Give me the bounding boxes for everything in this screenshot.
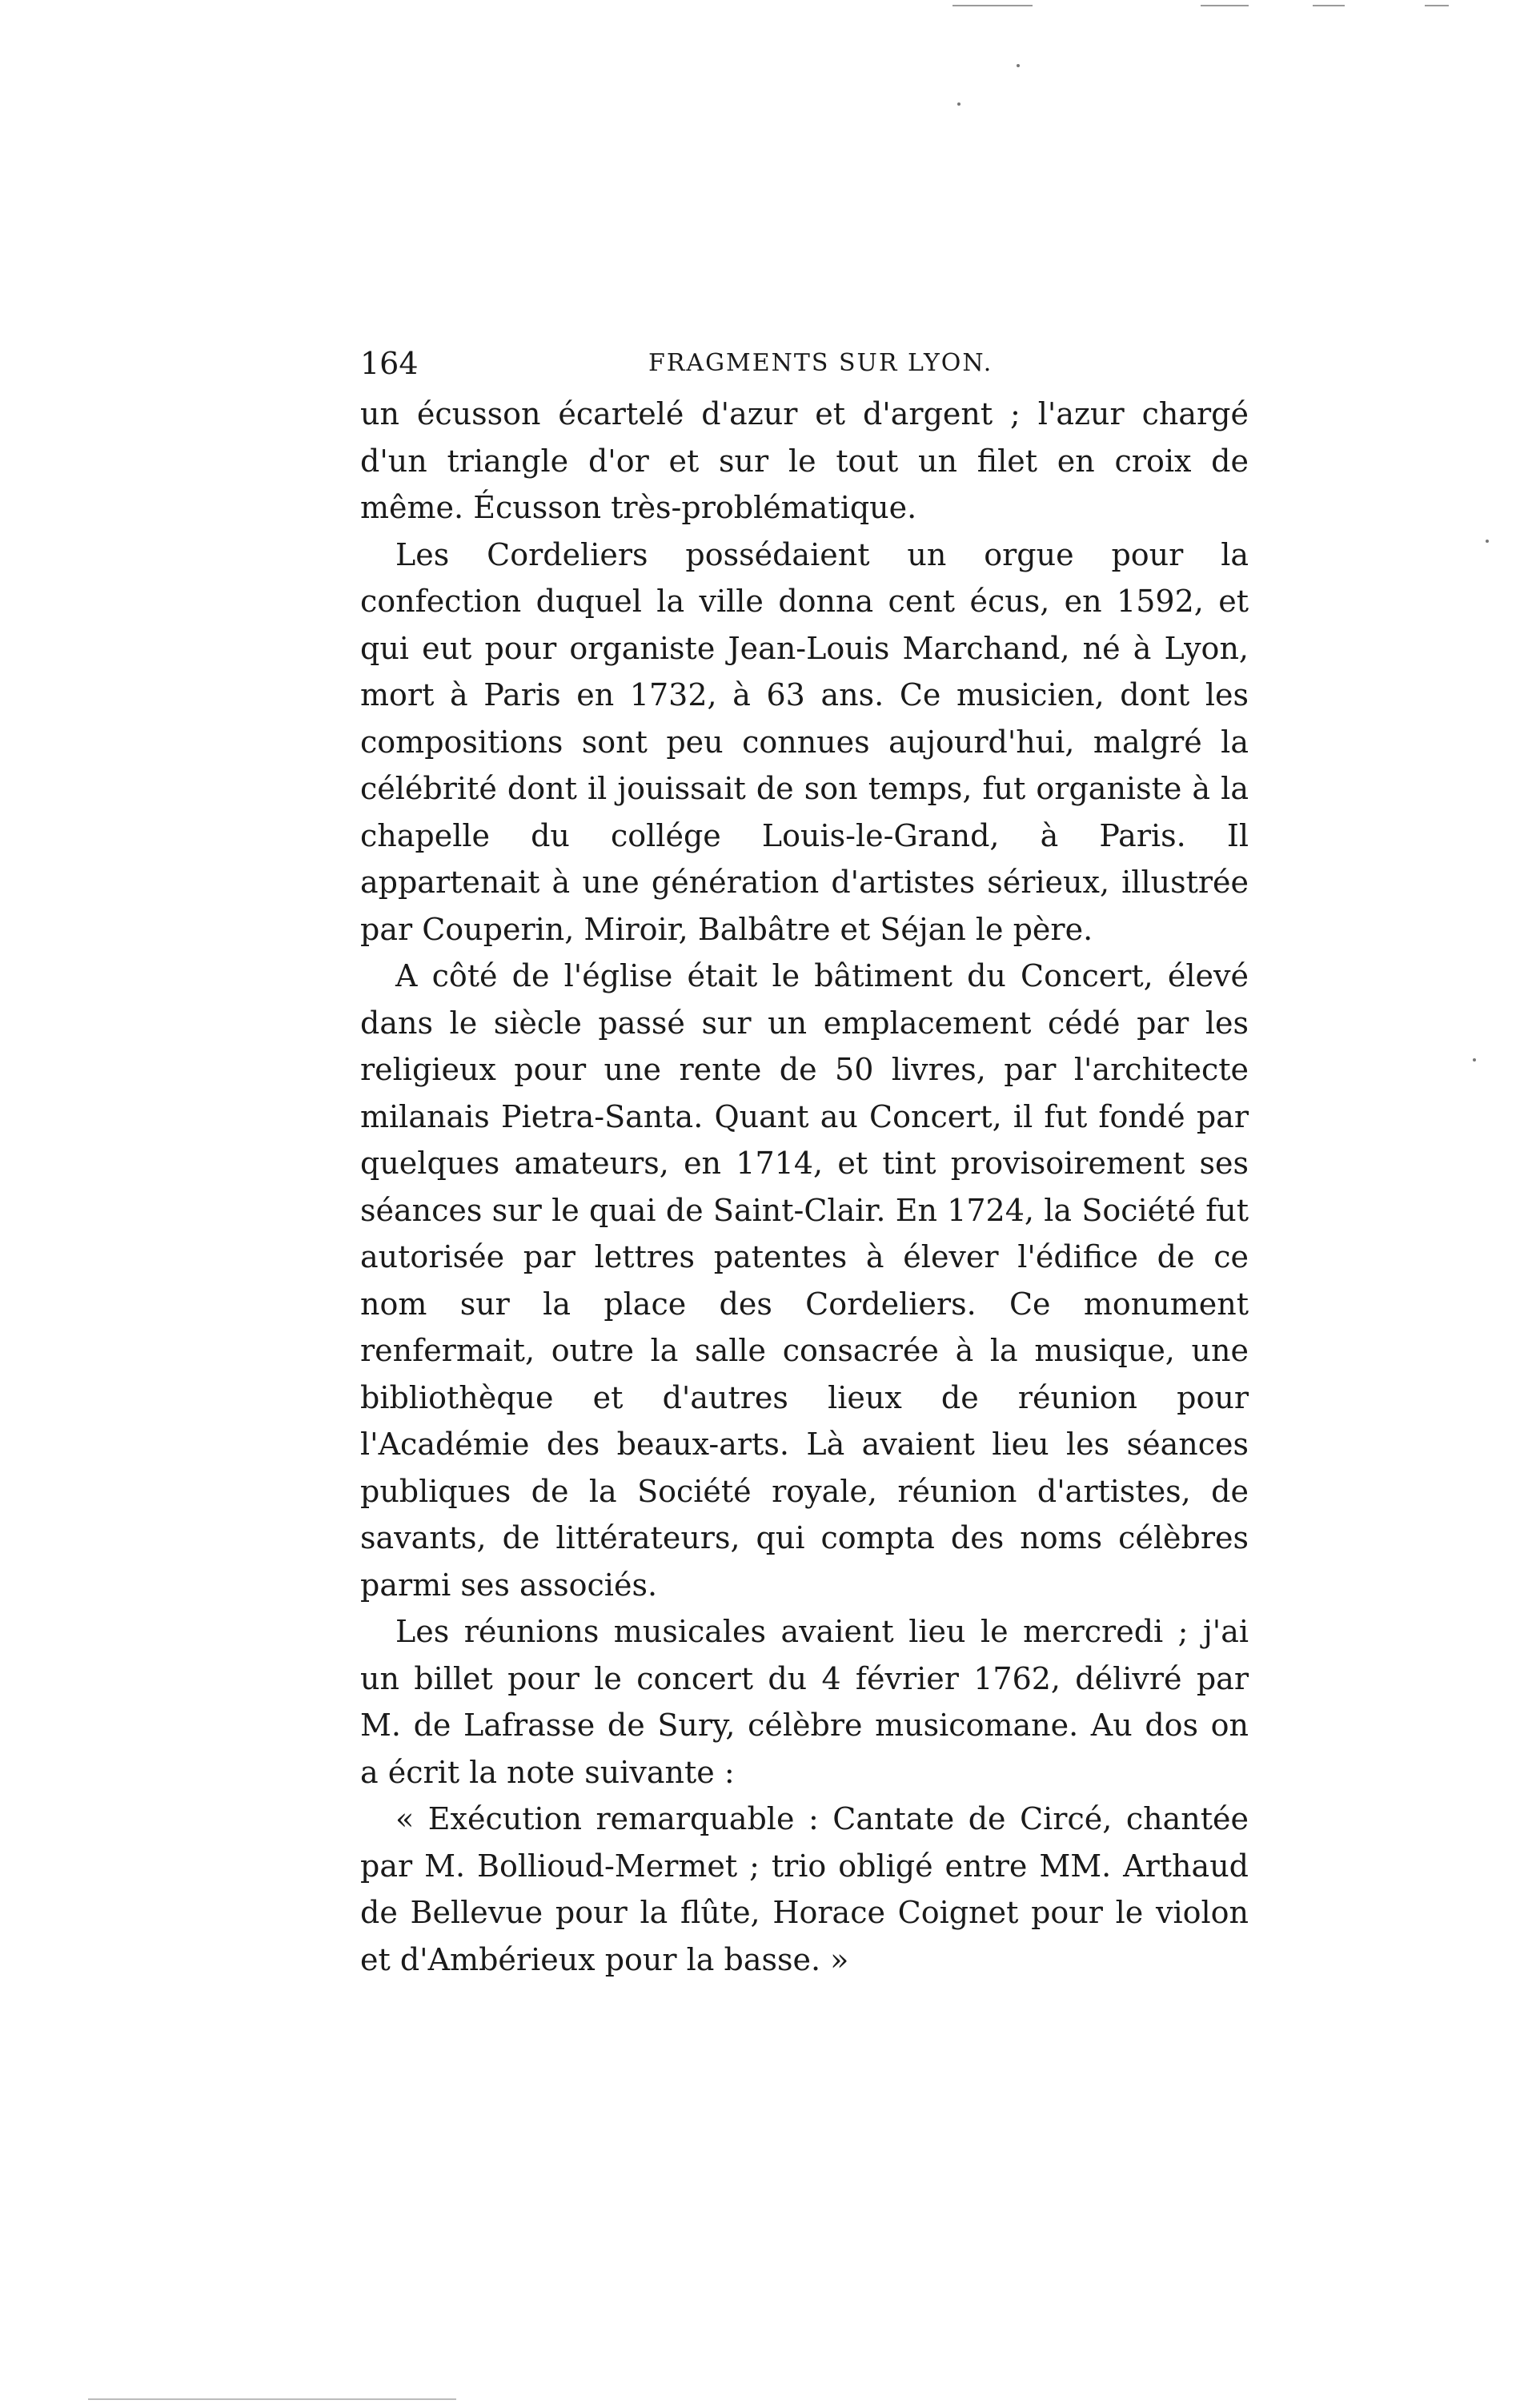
scan-mark xyxy=(952,5,1033,6)
scan-mark xyxy=(1201,5,1249,6)
page-number: 164 xyxy=(360,346,419,381)
paragraph: un écusson écartelé d'azur et d'argent ; l'azur chargé d'un triangle d'or et sur le tout un filet en croix de même. Écusson très-problématique. xyxy=(360,396,1249,525)
paragraph: Les Cordeliers possédaient un orgue pour la confection duquel la ville donna cent écus, en 1592, et qui eut pour organiste Jean-Louis Marchand, né à Lyon, mort à Paris en 1732, à 63 ans. Ce musicien, dont les compositions sont peu connues aujourd'hui, malgré la célébrité dont il jouissait de son temps, fut organiste à la chapelle du collége Louis-le-Grand, à Paris. Il appartenait à une génération d'artistes sérieux, illustrée par Couperin, Miroir, Balbâtre et Séjan le père. xyxy=(360,536,1249,947)
scan-speck xyxy=(957,102,961,106)
paragraph: Les réunions musicales avaient lieu le mercredi ; j'ai un billet pour le concert du 4 février 1762, délivré par M. de Lafrasse de Sury, célèbre musicomane. Au dos on a écrit la note suivante : xyxy=(360,1614,1249,1790)
scan-mark xyxy=(88,2398,456,2400)
paragraph: A côté de l'église était le bâtiment du Concert, élevé dans le siècle passé sur un emplacement cédé par les religieux pour une rente de 50 livres, par l'architecte milanais Pietra-Santa. Quant au Concert, il fut fondé par quelques amateurs, en 1714, et tint provisoirement ses séances sur le quai de Saint-Clair. En 1724, la Société fut autorisée par lettres patentes à élever l'édifice de ce nom sur la place des Cordeliers. Ce monument renfermait, outre la salle consacrée à la musique, une bibliothèque et d'autres lieux de réunion pour l'Académie des beaux-arts. Là avaient lieu les séances publiques de la Société royale, réunion d'artistes, de savants, de littérateurs, qui compta des noms célèbres parmi ses associés. xyxy=(360,958,1249,1603)
quotation: « Exécution remarquable : Cantate de Circé, chantée par M. Bollioud-Mermet ; trio obligé entre MM. Arthaud de Bellevue pour la flûte, Horace Coignet pour le violon et d'Ambérieux pour la basse. » xyxy=(360,1801,1249,1977)
body-text xyxy=(360,391,1249,1983)
scan-speck xyxy=(1486,540,1489,543)
scan-mark xyxy=(1313,5,1345,6)
running-head xyxy=(360,339,1249,387)
scan-mark xyxy=(1425,5,1449,6)
scan-speck xyxy=(1017,64,1020,67)
running-title: FRAGMENTS SUR LYON. xyxy=(648,349,993,377)
scan-speck xyxy=(1473,1058,1476,1062)
